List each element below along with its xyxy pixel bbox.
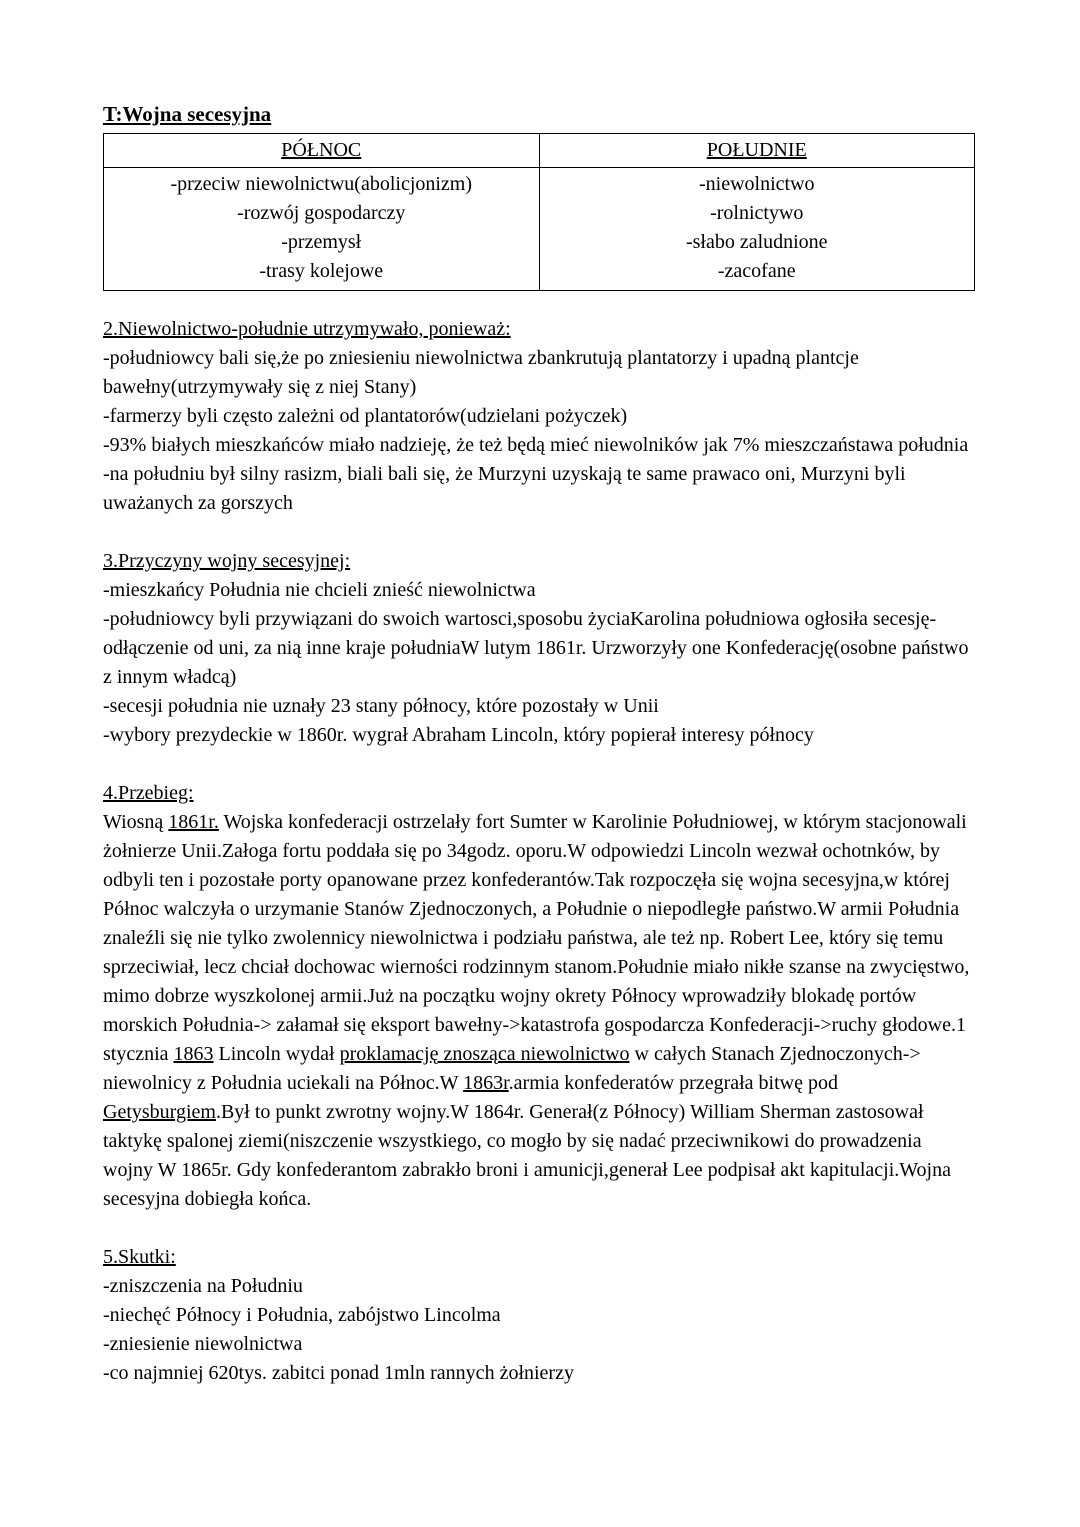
table-line: -słabo zaludnione [685, 231, 828, 253]
section-heading [103, 315, 975, 344]
table-header-south: POŁUDNIE [706, 139, 807, 161]
table-cell-north [104, 168, 540, 291]
bullet-line: -farmerzy byli często zależni od plantatorów(udzielani pożyczek) [103, 405, 628, 427]
bullet-line: -co najmniej 620tys. zabitci ponad 1mln rannych żołnierzy [103, 1362, 574, 1384]
section-heading-text: 2.Niewolnictwo-południe utrzymywało, ponieważ: [103, 318, 511, 340]
table-line: -trasy kolejowe [259, 260, 384, 282]
section-heading-text: 5.Skutki: [103, 1246, 176, 1268]
bullet-line: -niechęć Północy i Południa, zabójstwo Lincolma [103, 1304, 501, 1326]
bullet-line: -mieszkańcy Południa nie chcieli znieść niewolnictwa [103, 579, 536, 601]
section-heading [103, 1243, 975, 1272]
section-heading [103, 779, 975, 808]
war-course-paragraph: Wiosną 1861r. Wojska konfederacji ostrzelały fort Sumter w Karolinie Południowej, w którym stacjonowali żołnierze Unii.Załoga fortu poddała się po 34godz. oporu.W odpowiedzi Lincoln wezwał ochotnków, by odbyli ten i pozostałe porty opanowane przez konfederantów.Tak rozpoczęła się wojna secesyjna,w której Północ walczyła o urzymanie Stanów Zjednoczonych, a Południe o niepodległe państwo.W armii Południa znaleźli się nie tylko zwolennicy niewolnictwa i podziału państwa, ale też np. Robert Lee, który się temu sprzeciwiał, lecz chciał dochowac wierności rodzinnym stanom.Południe miało nikłe szanse na zwycięstwo, mimo dobrze wyszkolonej armii.Już na początku wojny okrety Północy wprowadziły blokadę portów morskich Południa-> załamał się eksport bawełny->katastrofa gospodarcza Konfederacji->ruchy głodowe.1 stycznia 1863 Lincoln wydał proklamację znosząca niewolnictwo w całych Stanach Zjednoczonych-> niewolnicy z Południa uciekali na Północ.W 1863r.armia konfederatów przegrała bitwę pod Getysburgiem.Był to punkt zwrotny wojny.W 1864r. Generał(z Północy) William Sherman zastosował taktykę spalonej ziemi(niszczenie wszystkiego, co mogło by się nadać przeciwnikowi do prowadzenia wojny W 1865r. Gdy konfederantom zabrakło broni i amunicji,generał Lee podpisał akt kapitulacji.Wojna secesyjna dobiegła końca. [103, 811, 970, 1210]
bullet-line: -wybory prezydeckie w 1860r. wygrał Abraham Lincoln, który popierał interesy północy [103, 724, 814, 746]
section-war-course [103, 779, 975, 1214]
table-line: -rozwój gospodarczy [237, 202, 406, 224]
bullet-line: -zniszczenia na Południu [103, 1275, 303, 1297]
table-header-row [104, 134, 975, 168]
bullet-line: -południowcy bali się,że po zniesieniu niewolnictwa zbankrutują plantatorzy i upadną plantcje bawełny(utrzymywały się z niej Stany) [103, 347, 859, 398]
table-header-north: PÓŁNOC [281, 139, 362, 161]
section-war-effects [103, 1243, 975, 1388]
section-heading [103, 547, 975, 576]
page-title: T:Wojna secesyjna [103, 102, 272, 126]
table-body-row [104, 168, 975, 291]
table-cell-south [539, 168, 975, 291]
table-line: -przeciw niewolnictwu(abolicjonizm) [170, 173, 473, 195]
bullet-line: -południowcy byli przywiązani do swoich wartosci,sposobu życiaKarolina południowa ogłosiła secesję-odłączenie od uni, za nią inne kraje południaW lutym 1861r. Urzworzyły one Konfederację(osobne państwo z innym władcą) [103, 608, 969, 688]
section-slavery-reasons [103, 315, 975, 518]
bullet-line: -zniesienie niewolnictwa [103, 1333, 303, 1355]
section-war-causes [103, 547, 975, 750]
comparison-table [103, 133, 975, 291]
bullet-line: -93% białych mieszkańców miało nadzieję, że też będą mieć niewolników jak 7% mieszczaństawa południa [103, 434, 969, 456]
table-header-cell-south [539, 134, 975, 168]
bullet-line: -secesji południa nie uznały 23 stany północy, które pozostały w Unii [103, 695, 659, 717]
section-heading-text: 4.Przebieg: [103, 782, 194, 804]
section-heading-text: 3.Przyczyny wojny secesyjnej: [103, 550, 351, 572]
table-line: -przemysł [281, 231, 362, 253]
table-line: -niewolnictwo [698, 173, 815, 195]
table-line: -rolnictywo [710, 202, 804, 224]
table-header-cell-north [104, 134, 540, 168]
bullet-line: -na południu był silny rasizm, biali bali się, że Murzyni uzyskają te same prawaco oni, Murzyni byli uważanych za gorszych [103, 463, 906, 514]
table-line: -zacofane [717, 260, 796, 282]
